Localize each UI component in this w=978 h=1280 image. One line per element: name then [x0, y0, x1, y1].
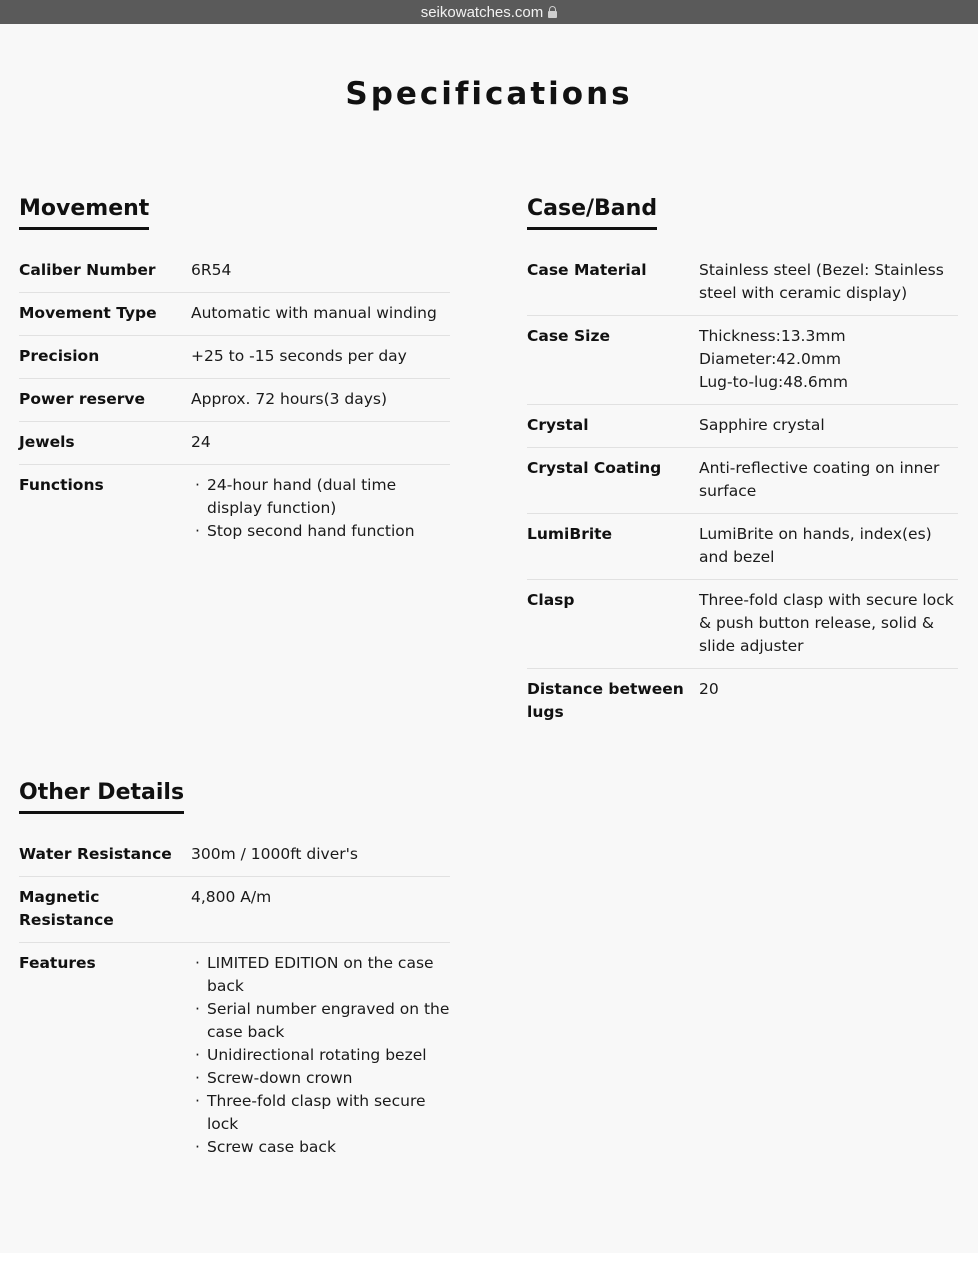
spec-value: Stainless steel (Bezel: Stainless steel with ceramic display) — [699, 261, 944, 302]
spec-label: LumiBrite — [527, 525, 613, 543]
spec-value: 4,800 A/m — [191, 888, 272, 906]
functions-list — [191, 474, 450, 543]
page-title: Specifications — [345, 76, 633, 112]
spec-value — [699, 325, 958, 394]
spec-label: Movement Type — [19, 304, 157, 322]
spec-label: Jewels — [19, 433, 75, 451]
spec-row-distance-between-lugs — [527, 669, 958, 734]
list-item: · Unidirectional rotating bezel — [191, 1044, 450, 1067]
lock-icon — [548, 6, 557, 18]
spec-row-caliber-number — [19, 250, 450, 293]
spec-row-lumibrite — [527, 514, 958, 580]
spec-label: Distance between lugs — [527, 680, 684, 721]
spec-row-precision — [19, 336, 450, 379]
spec-row-functions — [19, 465, 450, 553]
spec-label: Case Material — [527, 261, 647, 279]
spec-row-crystal — [527, 405, 958, 448]
spec-value: 24 — [191, 433, 211, 451]
spec-value: 300m / 1000ft diver's — [191, 845, 358, 863]
spec-row-jewels — [19, 422, 450, 465]
spec-label: Case Size — [527, 327, 610, 345]
list-item: · Serial number engraved on the case back — [191, 998, 450, 1044]
case-size-lug-to-lug: Lug-to-lug:48.6mm — [699, 373, 848, 391]
spec-value: LumiBrite on hands, index(es) and bezel — [699, 525, 932, 566]
movement-spec-table — [19, 250, 450, 553]
list-item: · Three-fold clasp with secure lock — [191, 1090, 450, 1136]
case-band-spec-table — [527, 250, 958, 734]
spec-row-water-resistance — [19, 834, 450, 877]
spec-value: +25 to -15 seconds per day — [191, 347, 407, 365]
case-size-diameter: Diameter:42.0mm — [699, 350, 842, 368]
browser-url-bar[interactable] — [0, 0, 978, 24]
list-item: · Stop second hand function — [191, 520, 450, 543]
bottom-strip — [0, 1253, 978, 1280]
spec-value: 20 — [699, 680, 719, 698]
features-list — [191, 952, 450, 1159]
spec-row-magnetic-resistance — [19, 877, 450, 943]
list-item: · Screw-down crown — [191, 1067, 450, 1090]
spec-label: Clasp — [527, 591, 575, 609]
other-details-section — [19, 780, 450, 1169]
spec-row-features — [19, 943, 450, 1169]
spec-label: Features — [19, 954, 96, 972]
url-text[interactable]: seikowatches.com — [420, 3, 544, 21]
spec-label: Crystal Coating — [527, 459, 662, 477]
list-item: · LIMITED EDITION on the case back — [191, 952, 450, 998]
spec-value: Anti-reflective coating on inner surface — [699, 459, 940, 500]
movement-section — [19, 196, 450, 553]
spec-label: Caliber Number — [19, 261, 156, 279]
list-item: · Screw case back — [191, 1136, 450, 1159]
case-band-section — [527, 196, 958, 734]
movement-heading: Movement — [19, 196, 149, 230]
list-item: · 24-hour hand (dual time display function) — [191, 474, 450, 520]
spec-row-power-reserve — [19, 379, 450, 422]
spec-row-crystal-coating — [527, 448, 958, 514]
spec-row-case-material — [527, 250, 958, 316]
spec-label: Water Resistance — [19, 845, 172, 863]
case-band-heading: Case/Band — [527, 196, 657, 230]
spec-value: Approx. 72 hours(3 days) — [191, 390, 388, 408]
spec-value — [191, 474, 450, 543]
spec-label: Crystal — [527, 416, 589, 434]
spec-label: Power reserve — [19, 390, 146, 408]
spec-value: Automatic with manual winding — [191, 304, 437, 322]
spec-label: Functions — [19, 476, 104, 494]
case-size-thickness: Thickness:13.3mm — [699, 327, 846, 345]
spec-row-clasp — [527, 580, 958, 669]
spec-value: Three-fold clasp with secure lock & push button release, solid & slide adjuster — [699, 591, 954, 655]
spec-value — [191, 952, 450, 1159]
spec-label: Magnetic Resistance — [19, 888, 114, 929]
page-content — [0, 24, 978, 1253]
spec-row-case-size — [527, 316, 958, 405]
other-details-heading: Other Details — [19, 780, 184, 814]
spec-value: Sapphire crystal — [699, 416, 825, 434]
other-details-spec-table — [19, 834, 450, 1169]
spec-row-movement-type — [19, 293, 450, 336]
spec-value: 6R54 — [191, 261, 232, 279]
spec-label: Precision — [19, 347, 100, 365]
